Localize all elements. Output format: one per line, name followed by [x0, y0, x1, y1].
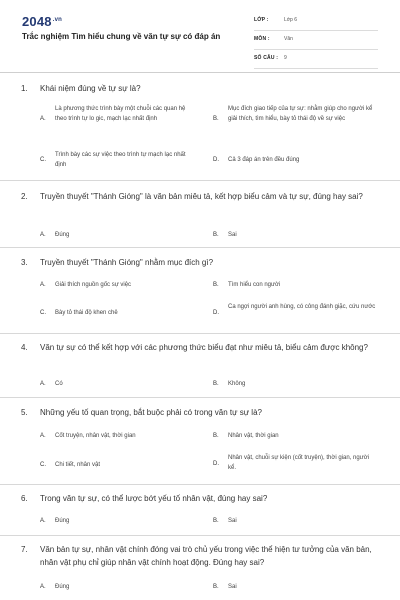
option-letter: D.	[213, 461, 219, 467]
meta-row-class	[254, 14, 378, 31]
option-letter: A.	[40, 116, 46, 122]
option-text: Nhân vật, thời gian	[228, 433, 279, 439]
question-number: 7.	[21, 545, 28, 554]
option-text: Có	[55, 381, 63, 387]
option-text: Là phương thức trình bày một chuỗi các quan hệ theo trình tự lo gic, mạch lạc nhất định	[55, 106, 186, 122]
option-letter: B.	[213, 116, 219, 122]
option-text: Cả 3 đáp án trên đều đúng	[228, 157, 300, 163]
option-text: Sai	[228, 232, 237, 238]
option-letter: A.	[40, 232, 46, 238]
question-number: 2.	[21, 192, 28, 201]
question-prompt: Truyền thuyết "Thánh Gióng" là văn bản miêu tả, kết hợp biểu cảm và tự sự, đúng hay sai?	[40, 192, 363, 201]
question-prompt: Những yếu tố quan trọng, bắt buộc phải có trong văn tự sự là?	[40, 408, 262, 417]
option-text: Ca ngợi người anh hùng, có công đánh giặc, cứu nước	[228, 304, 376, 310]
question-5	[0, 406, 400, 471]
question-number: 6.	[21, 494, 28, 503]
option-text: Không	[228, 381, 246, 387]
question-prompt: Truyền thuyết "Thánh Gióng" nhằm mục đích gì?	[40, 258, 214, 267]
site-logo[interactable]	[22, 14, 62, 29]
divider	[0, 333, 400, 334]
option-text: Chi tiết, nhân vật	[55, 462, 101, 468]
option-text: Giải thích nguồn gốc sự việc	[55, 282, 132, 288]
meta-row-count	[254, 52, 378, 69]
meta-table	[254, 14, 378, 71]
question-text	[0, 82, 400, 95]
meta-value: Lớp 6	[284, 17, 298, 23]
option-letter: A.	[40, 381, 46, 387]
question-number: 5.	[21, 408, 28, 417]
question-1	[0, 82, 400, 168]
option-letter: B.	[213, 584, 219, 590]
option-text: Đúng	[55, 232, 70, 238]
question-text	[0, 406, 400, 419]
question-text	[0, 190, 400, 203]
meta-value: Văn	[284, 36, 293, 42]
document-title: Trắc nghiệm Tìm hiểu chung về văn tự sự có đáp án	[22, 32, 221, 41]
meta-row-subject	[254, 33, 378, 50]
meta-value: 9	[284, 55, 287, 61]
document-header	[0, 0, 400, 73]
option-letter: D.	[213, 310, 219, 316]
question-2	[0, 190, 400, 238]
question-4	[0, 341, 400, 387]
option-letter: B.	[213, 518, 219, 524]
divider	[0, 397, 400, 398]
option-letter: B.	[213, 433, 219, 439]
question-text	[0, 492, 400, 505]
option-letter: A.	[40, 584, 46, 590]
question-prompt: Văn bản tự sự, nhân vật chính đóng vai trò chủ yếu trong việc thể hiện tư tưởng của văn bản, nhân vật phụ chỉ giúp nhân vật chính hoạt động. Đúng hay sai?	[40, 545, 372, 567]
option-text: Cốt truyện, nhân vật, thời gian	[55, 433, 136, 439]
question-6	[0, 492, 400, 524]
logo-text: 2048	[22, 14, 52, 29]
option-letter: B.	[213, 282, 219, 288]
divider	[0, 484, 400, 485]
divider	[0, 247, 400, 248]
option-letter: B.	[213, 381, 219, 387]
option-letter: B.	[213, 232, 219, 238]
option-letter: A.	[40, 282, 46, 288]
option-text: Trình bày các sự việc theo trình tự mạch lạc nhất định	[55, 152, 186, 168]
question-number: 1.	[21, 84, 28, 93]
option-text: Mục đích giao tiếp của tự sự: nhằm giúp cho người kể giải thích, tìm hiểu, bày tỏ thái độ về sự việc	[228, 106, 373, 122]
option-text: Sai	[228, 518, 237, 524]
option-letter: C.	[40, 157, 46, 163]
question-3	[0, 256, 400, 316]
question-text	[0, 543, 400, 569]
question-text	[0, 256, 400, 269]
question-prompt: Trong văn tự sự, có thể lược bớt yếu tố nhân vật, đúng hay sai?	[40, 494, 268, 503]
question-number: 4.	[21, 343, 28, 352]
question-prompt: Văn tự sự có thể kết hợp với các phương thức biểu đạt như miêu tả, biểu cảm được không?	[40, 343, 368, 352]
option-letter: D.	[213, 157, 219, 163]
option-letter: A.	[40, 433, 46, 439]
divider	[0, 180, 400, 181]
logo-suffix: .vn	[52, 16, 63, 23]
meta-label: LỚP :	[254, 17, 269, 23]
question-prompt: Khái niệm đúng về tự sự là?	[40, 84, 141, 93]
question-7	[0, 543, 400, 590]
option-text: Đúng	[55, 518, 70, 524]
option-letter: C.	[40, 310, 46, 316]
option-text: Bày tỏ thái độ khen chê	[55, 310, 118, 316]
meta-label: MÔN :	[254, 36, 270, 42]
question-number: 3.	[21, 258, 28, 267]
question-text	[0, 341, 400, 354]
meta-label: SỐ CÂU :	[254, 55, 279, 61]
option-text: Đúng	[55, 584, 70, 590]
option-letter: A.	[40, 518, 46, 524]
option-text: Nhân vật, chuỗi sự kiện (cốt truyện), thời gian, người kể.	[228, 455, 369, 471]
option-letter: C.	[40, 462, 46, 468]
option-text: Sai	[228, 584, 237, 590]
option-text: Tìm hiểu con người	[228, 282, 281, 288]
divider	[0, 535, 400, 536]
